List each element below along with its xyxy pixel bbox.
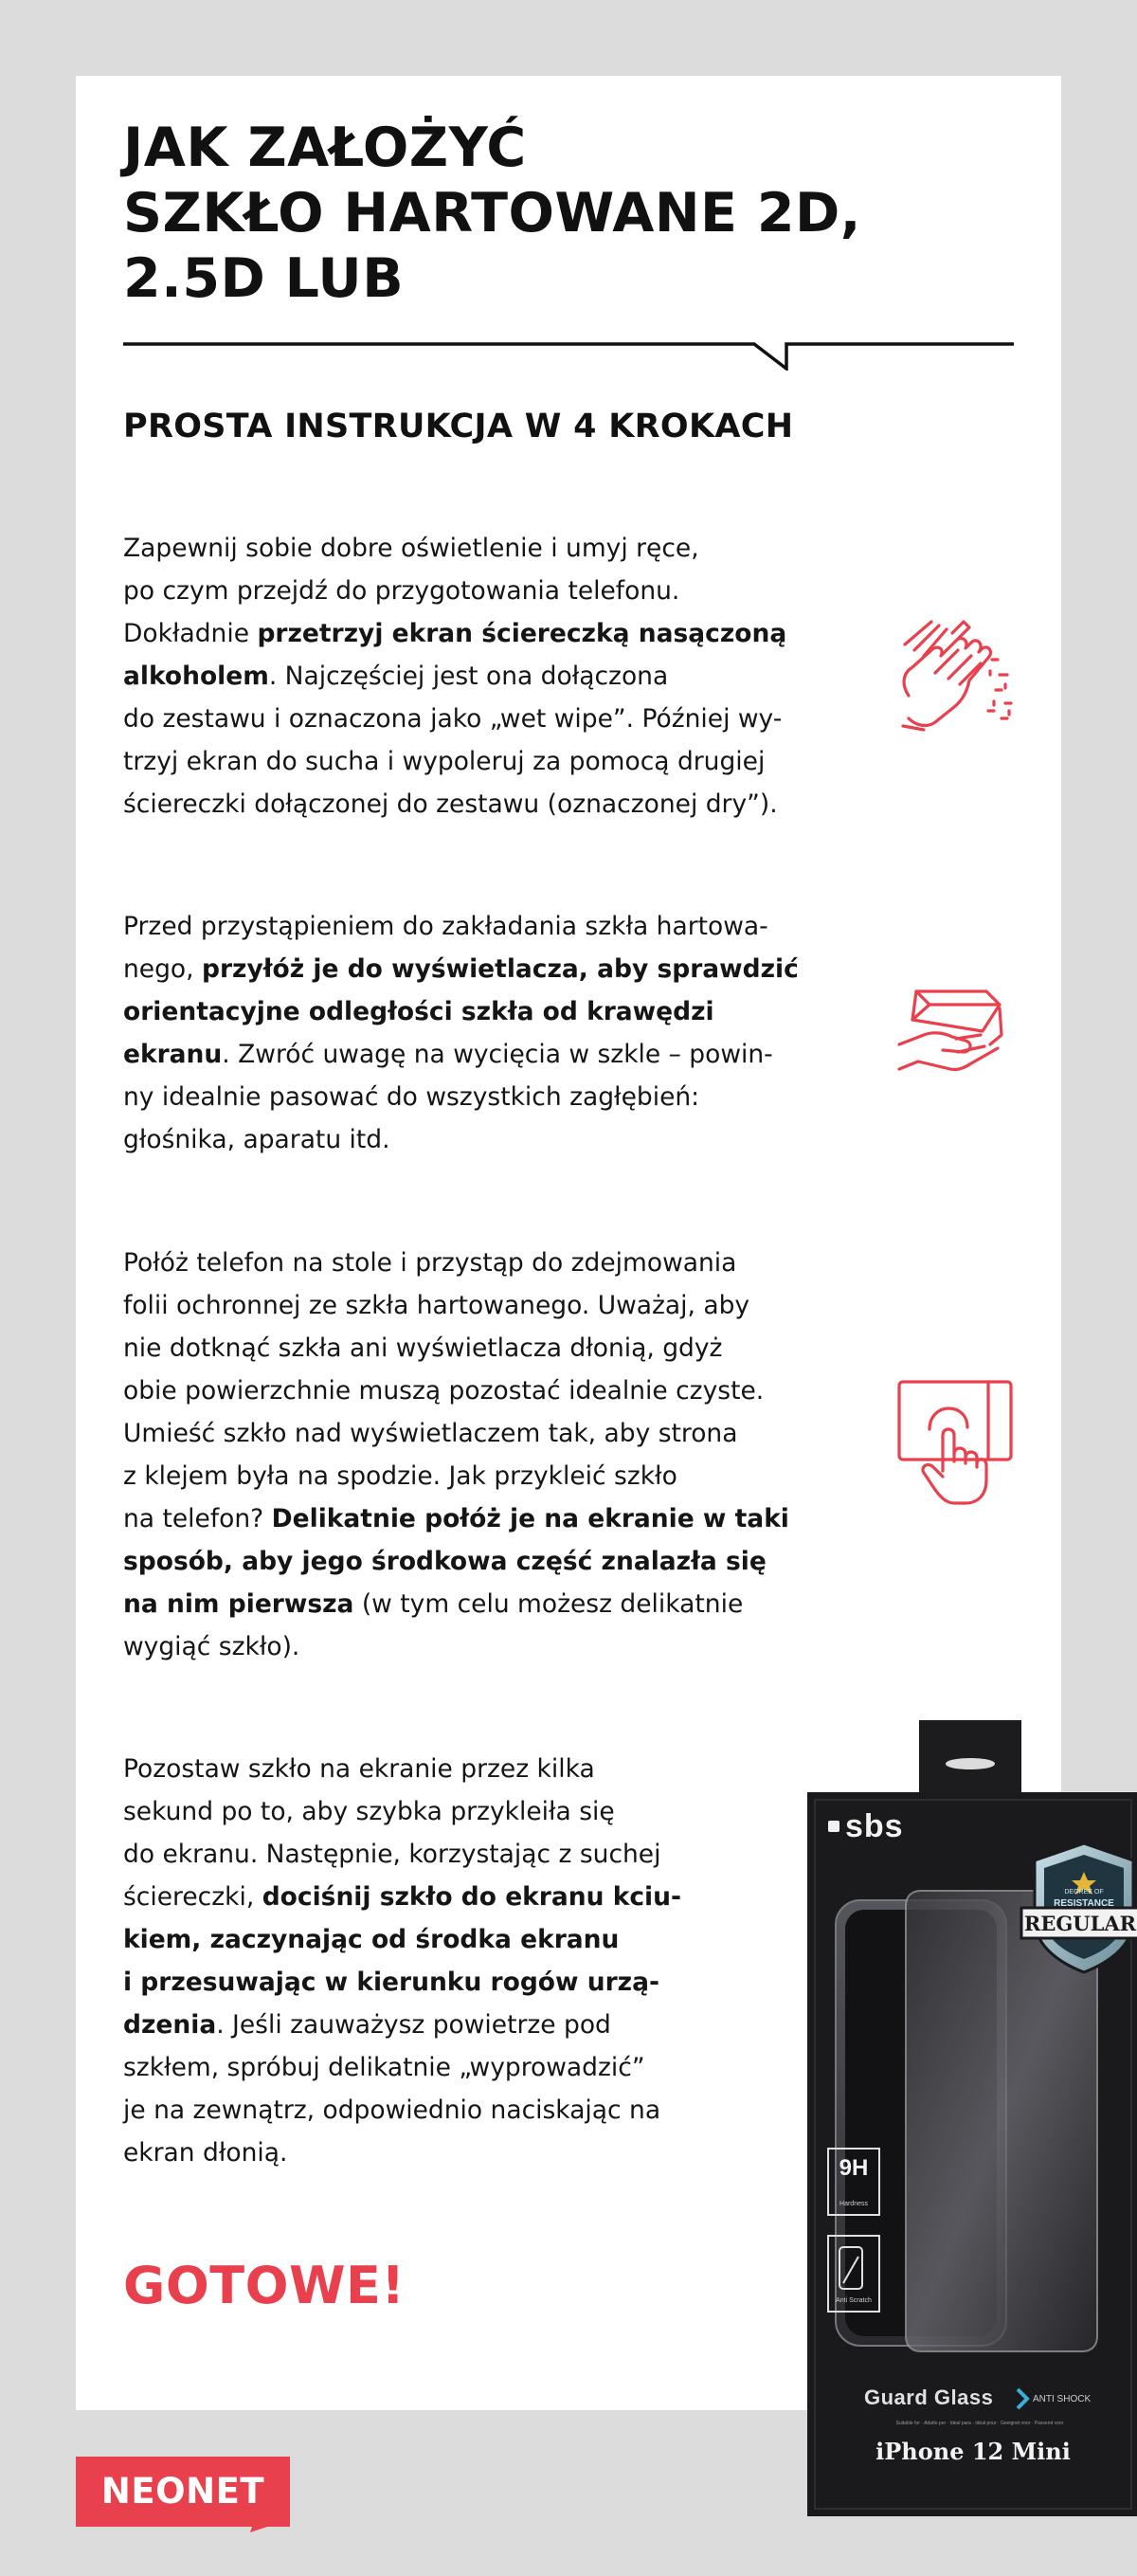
badge-degree-label: DEGREE OF xyxy=(1064,1889,1104,1896)
step-text: ny idealnie pasować do wszystkich zagłębień: xyxy=(123,1082,700,1112)
step-line xyxy=(123,1748,681,1790)
step-text: po czym przejdź do przygotowania telefonu. xyxy=(123,576,680,606)
step-line xyxy=(123,1876,681,1918)
step-line xyxy=(123,1118,799,1161)
finger-press-screen-icon xyxy=(895,1376,1019,1509)
step-text: ściereczki, xyxy=(123,1882,262,1912)
step-text: szkłem, spróbuj delikatnie „wyprowadzić” xyxy=(123,2053,645,2082)
step-line xyxy=(123,1918,681,1961)
hardness-label: Hardness xyxy=(839,2201,868,2207)
step-line xyxy=(123,1790,681,1833)
step-line xyxy=(123,1583,789,1625)
badge-level-label: REGULAR xyxy=(1023,1912,1137,1935)
page-title-line: JAK ZAŁOŻYĆ xyxy=(123,117,527,179)
step-text: ściereczki dołączonej do zestawu (oznaczonej dry”). xyxy=(123,789,778,819)
step-line xyxy=(123,1833,681,1876)
product-line-name: Guard Glass xyxy=(864,2386,994,2409)
step-1-text xyxy=(123,527,786,825)
step-text: nie dotknąć szkła ani wyświetlacza dłonią, gdyż xyxy=(123,1333,723,1363)
step-highlight: orientacyjne odległości szkła od krawędzi xyxy=(123,997,714,1026)
step-line xyxy=(123,698,786,740)
product-brand: sbs xyxy=(845,1808,904,1844)
title-divider xyxy=(123,336,1014,371)
step-line xyxy=(123,1370,789,1412)
step-text: Umieść szkło nad wyświetlaczem tak, aby strona xyxy=(123,1419,738,1448)
step-line xyxy=(123,655,786,698)
step-2-text xyxy=(123,905,799,1161)
step-text: . Zwróć uwagę na wycięcia w szkle – powin- xyxy=(222,1040,773,1069)
step-highlight: alkoholem xyxy=(123,662,269,691)
step-line xyxy=(123,2004,681,2046)
step-line xyxy=(123,948,799,990)
product-line-tag: ANTI SHOCK xyxy=(1033,2394,1092,2404)
step-highlight: ekranu xyxy=(123,1040,223,1069)
step-line xyxy=(123,1284,789,1327)
page-subtitle: PROSTA INSTRUKCJA W 4 KROKACH xyxy=(123,408,794,445)
step-text: trzyj ekran do sucha i wypoleruj za pomocą drugiej xyxy=(123,747,766,776)
step-highlight: Delikatnie połóż je na ekranie w taki xyxy=(271,1504,789,1533)
step-line xyxy=(123,783,786,825)
scratch-label: Anti Scratch xyxy=(836,2297,872,2304)
step-line xyxy=(123,905,799,948)
step-line xyxy=(123,1033,799,1076)
step-4-text xyxy=(123,1748,681,2174)
step-text: Zapewnij sobie dobre oświetlenie i umyj ręce, xyxy=(123,534,699,563)
step-text: głośnika, aparatu itd. xyxy=(123,1125,390,1154)
step-highlight: i przesuwając w kierunku rogów urzą- xyxy=(123,1968,659,1997)
step-text: obie powierzchnie muszą pozostać idealnie czyste. xyxy=(123,1376,765,1406)
step-text: Pozostaw szkło na ekranie przez kilka xyxy=(123,1754,595,1784)
page-title xyxy=(123,116,1014,312)
step-line xyxy=(123,570,786,612)
step-line xyxy=(123,2132,681,2174)
step-text: folii ochronnej ze szkła hartowanego. Uważaj, aby xyxy=(123,1291,750,1320)
step-text: do zestawu i oznaczona jako „wet wipe”. Później wy- xyxy=(123,704,783,734)
step-highlight: kiem, zaczynając od środka ekranu xyxy=(123,1925,620,1954)
step-text: . Najczęściej jest ona dołączona xyxy=(268,662,669,691)
step-highlight: przetrzyj ekran ściereczką nasączoną xyxy=(257,619,787,648)
step-highlight: dociśnij szkło do ekranu kciu- xyxy=(262,1882,681,1912)
hardness-value: 9H xyxy=(839,2155,869,2181)
step-line xyxy=(123,2089,681,2132)
step-line xyxy=(123,1076,799,1118)
badge-resistance-label: RESISTANCE xyxy=(1054,1898,1114,1909)
step-highlight: sposób, aby jego środkowa część znalazła się xyxy=(123,1547,767,1576)
neonet-logo-text: NEONET xyxy=(100,2471,265,2512)
step-highlight: na nim pierwsza xyxy=(123,1589,354,1619)
step-text: sekund po to, aby szybka przykleiła się xyxy=(123,1797,615,1826)
hand-holding-glass-icon xyxy=(895,986,1019,1080)
step-text: nego, xyxy=(123,954,202,984)
step-text: wygiąć szkło). xyxy=(123,1632,300,1661)
step-text: (w tym celu możesz delikatnie xyxy=(353,1589,744,1619)
step-3-text xyxy=(123,1242,789,1668)
step-line xyxy=(123,527,786,570)
step-text: Dokładnie xyxy=(123,619,258,648)
step-text: na telefon? xyxy=(123,1504,272,1533)
step-line xyxy=(123,612,786,655)
step-line xyxy=(123,2046,681,2089)
step-text: je na zewnątrz, odpowiednio naciskając na xyxy=(123,2095,661,2125)
step-line xyxy=(123,1625,789,1668)
step-text: do ekranu. Następnie, korzystając z suchej xyxy=(123,1840,661,1869)
page-title-line: SZKŁO HARTOWANE 2D, xyxy=(123,182,861,245)
product-model: iPhone 12 Mini xyxy=(875,2438,1071,2465)
page-title-line: 2.5D LUB xyxy=(123,247,405,310)
step-line xyxy=(123,1497,789,1540)
step-text: ekran dłonią. xyxy=(123,2138,288,2168)
step-line xyxy=(123,1242,789,1284)
step-line xyxy=(123,1412,789,1455)
step-line xyxy=(123,740,786,783)
step-line xyxy=(123,1455,789,1497)
step-text: Przed przystąpieniem do zakładania szkła hartowa- xyxy=(123,912,768,941)
step-line xyxy=(123,1327,789,1370)
product-fineprint: Suitable for · Adatto per · Ideal para · Idéal pour · Geeignet voor · Passend voor xyxy=(895,2421,1064,2426)
step-text: Połóż telefon na stole i przystąp do zdejmowania xyxy=(123,1248,737,1278)
step-highlight: dzenia xyxy=(123,2010,217,2040)
step-line xyxy=(123,1961,681,2004)
done-label: GOTOWE! xyxy=(123,2256,406,2315)
step-highlight: przyłóż je do wyświetlacza, aby sprawdzić xyxy=(201,954,799,984)
step-text: z klejem była na spodzie. Jak przykleić szkło xyxy=(123,1461,677,1491)
step-line xyxy=(123,1540,789,1583)
step-text: . Jeśli zauważysz powietrze pod xyxy=(216,2010,611,2040)
hand-wiping-icon xyxy=(895,616,1019,739)
step-line xyxy=(123,990,799,1033)
neonet-logo xyxy=(76,2457,290,2532)
